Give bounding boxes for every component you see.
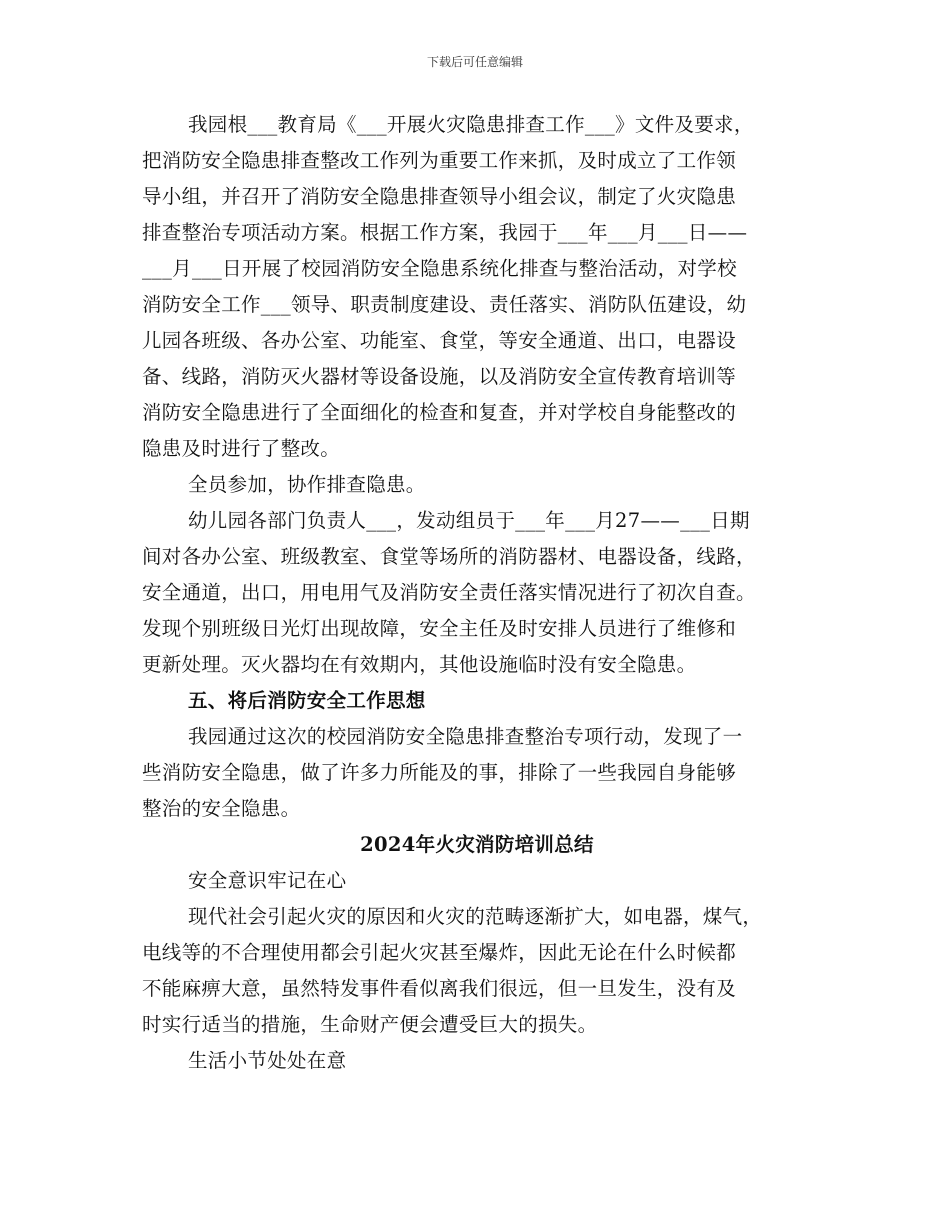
paragraph-line: 不能麻痹大意，虽然特发事件看似离我们很远，但一旦发生，没有及	[142, 977, 737, 1000]
paragraph-line: 发现个别班级日光灯出现故障，安全主任及时安排人员进行了维修和	[142, 617, 737, 640]
paragraph-line: 更新处理。灭火器均在有效期内，其他设施临时没有安全隐患。	[142, 653, 697, 676]
paragraph-line: 备、线路，消防灭火器材等设备设施，以及消防安全宣传教育培训等	[142, 365, 737, 388]
paragraph-line: 隐患及时进行了整改。	[142, 437, 341, 460]
document-title: 2024年火灾消防培训总结	[360, 833, 594, 856]
subsection-heading: 安全意识牢记在心	[188, 869, 347, 892]
paragraph-line: 幼儿园各部门负责人___，发动组员于___年___月27——___日期	[188, 509, 750, 532]
paragraph-line: 我园通过这次的校园消防安全隐患排查整治专项行动，发现了一	[188, 725, 743, 748]
paragraph-line: 消防安全隐患进行了全面细化的检查和复查，并对学校自身能整改的	[142, 401, 737, 424]
paragraph-line: 排查整治专项活动方案。根据工作方案，我园于___年___月___日——	[142, 221, 748, 244]
paragraph-line: 电线等的不合理使用都会引起火灾甚至爆炸，因此无论在什么时候都	[142, 941, 737, 964]
paragraph-line: 现代社会引起火灾的原因和火灾的范畴逐渐扩大，如电器，煤气，	[188, 905, 763, 928]
section-heading: 五、将后消防安全工作思想	[188, 689, 426, 712]
paragraph-line: 导小组，并召开了消防安全隐患排查领导小组会议，制定了火灾隐患	[142, 185, 737, 208]
paragraph-line: 整治的安全隐患。	[142, 797, 301, 820]
paragraph-line: 把消防安全隐患排查整改工作列为重要工作来抓，及时成立了工作领	[142, 149, 737, 172]
page-header: 下载后可任意编辑	[426, 55, 523, 69]
paragraph-line: 全员参加，协作排查隐患。	[188, 473, 426, 496]
paragraph-line: 消防安全工作___领导、职责制度建设、责任落实、消防队伍建设，幼	[142, 293, 747, 316]
paragraph-line: 儿园各班级、各办公室、功能室、食堂，等安全通道、出口，电器设	[142, 329, 737, 352]
paragraph-line: 间对各办公室、班级教室、食堂等场所的消防器材、电器设备，线路，	[142, 545, 756, 568]
paragraph-line: 时实行适当的措施，生命财产便会遭受巨大的损失。	[142, 1013, 598, 1036]
subsection-heading: 生活小节处处在意	[188, 1049, 347, 1072]
paragraph-line: 安全通道，出口，用电用气及消防安全责任落实情况进行了初次自查。	[142, 581, 756, 604]
paragraph-line: 些消防安全隐患，做了许多力所能及的事，排除了一些我园自身能够	[142, 761, 737, 784]
paragraph-line: ___月___日开展了校园消防安全隐患系统化排查与整治活动，对学校	[142, 257, 737, 280]
paragraph-line: 我园根___教育局《___开展火灾隐患排查工作___》文件及要求，	[188, 113, 754, 136]
